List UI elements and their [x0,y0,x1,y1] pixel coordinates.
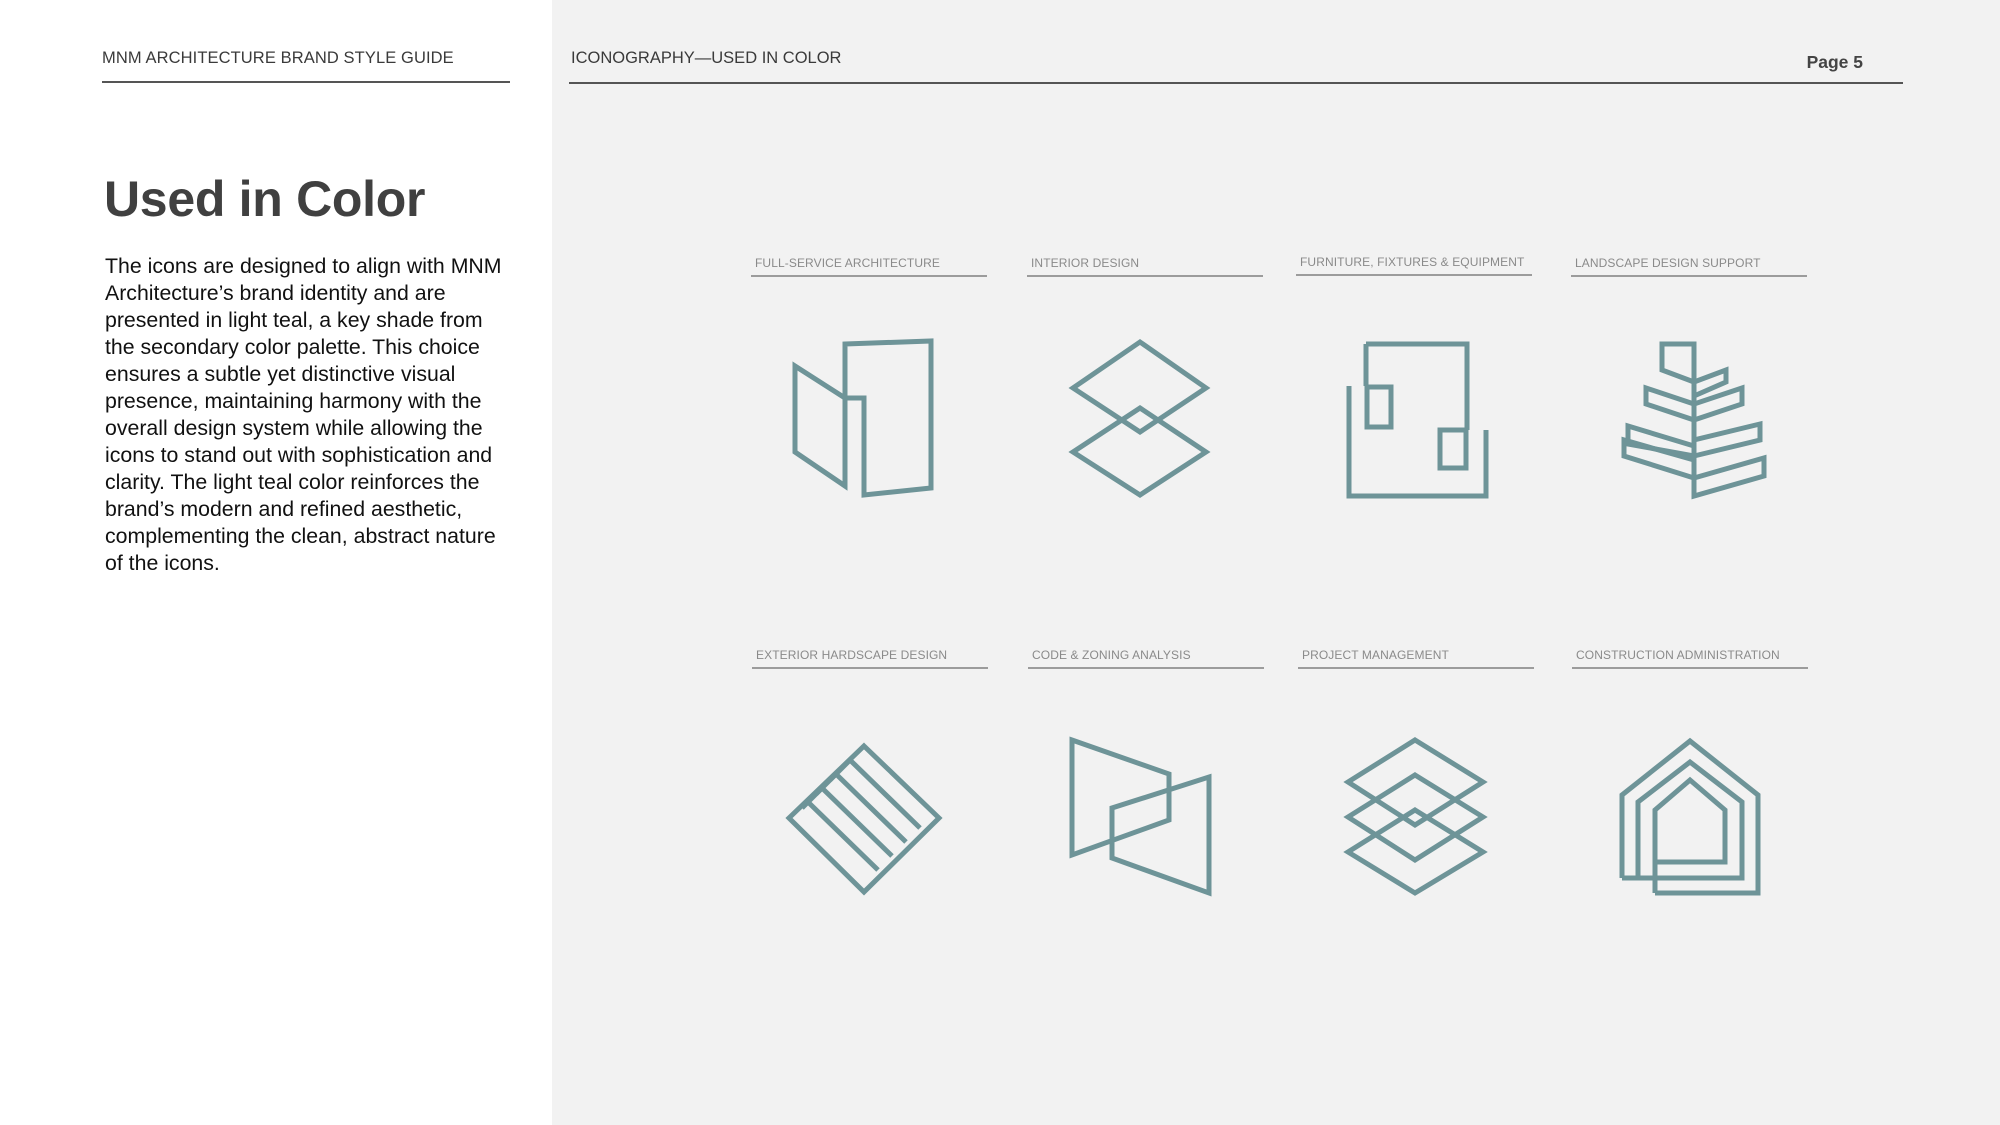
icon-label: INTERIOR DESIGN [1027,256,1263,277]
landscape-design-support-icon [1624,344,1764,496]
description-text: The icons are designed to align with MNM Architecture’s brand identity and are presented in light teal, a key shade from the secondary color palette. This choice ensures a subtle yet distinctive visual presence, maintaining harmony with the overall design system while allowing the icons to stand out with sophistication and clarity. The light teal color reinforces the brand’s modern and refined aesthetic, complementing the clean, abstract nature of the icons. [105,254,502,575]
icon-label: FURNITURE, FIXTURES & EQUIPMENT [1296,255,1532,276]
icon-label: PROJECT MANAGEMENT [1298,648,1534,669]
section-title: ICONOGRAPHY—USED IN COLOR [571,49,842,67]
icon-label: CODE & ZONING ANALYSIS [1028,648,1264,669]
icon-label: EXTERIOR HARDSCAPE DESIGN [752,648,988,669]
interior-design-icon [1073,342,1206,495]
furniture-fixtures-equipment-icon [1349,344,1486,496]
project-management-icon [1348,740,1483,893]
full-service-architecture-icon [795,341,931,495]
page-title: Used in Color [104,171,426,227]
icon-label: LANDSCAPE DESIGN SUPPORT [1571,256,1807,277]
exterior-hardscape-design-icon [789,746,939,892]
guide-title: MNM ARCHITECTURE BRAND STYLE GUIDE [102,49,510,83]
icon-label: CONSTRUCTION ADMINISTRATION [1572,648,1808,669]
page-number: Page 5 [1806,52,1863,72]
code-zoning-analysis-icon [1072,740,1209,893]
icon-label: FULL-SERVICE ARCHITECTURE [751,256,987,277]
construction-administration-icon [1622,741,1758,893]
